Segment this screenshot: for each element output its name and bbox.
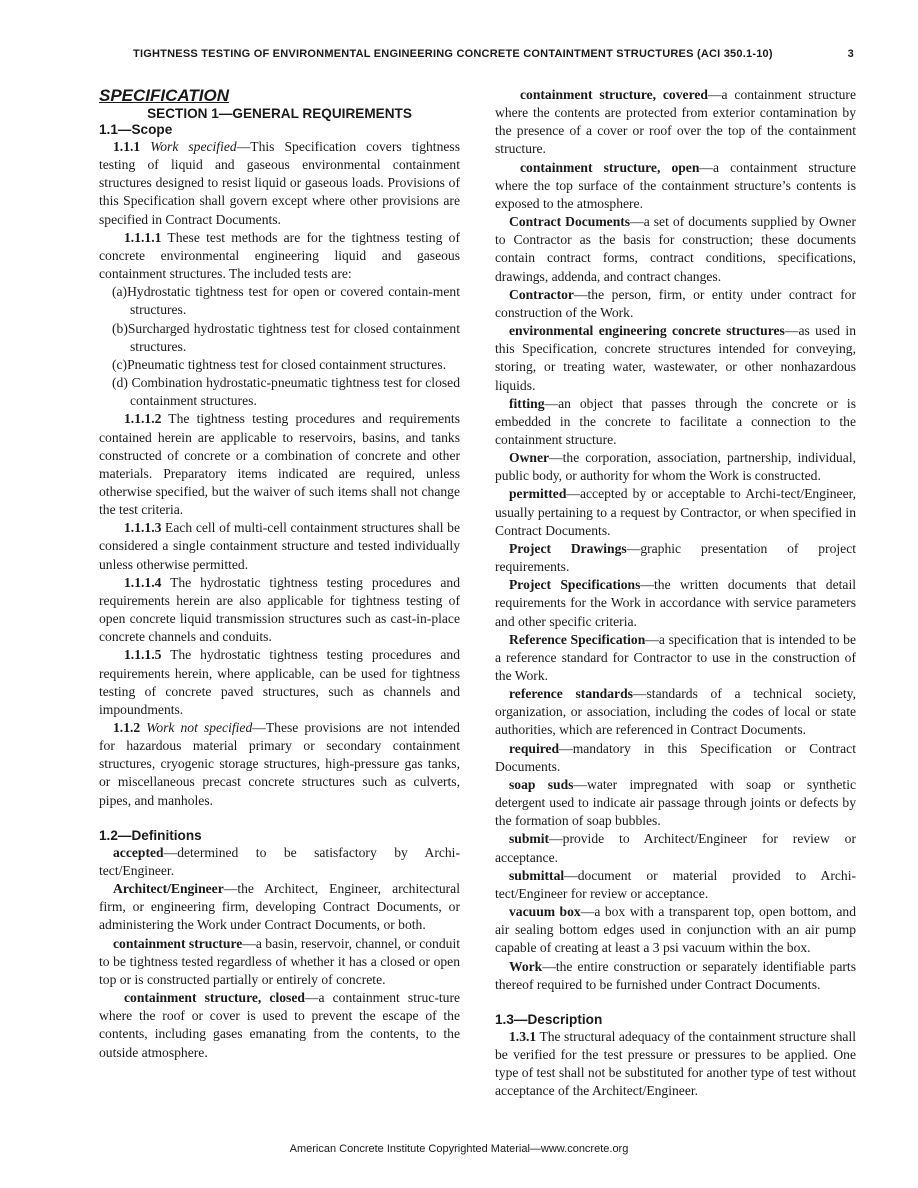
definition-item: submit—provide to Architect/Engineer for review or acceptance. (495, 831, 856, 865)
definition-item: Contractor—the person, firm, or entity under contract for construction of the Work. (495, 286, 856, 320)
list-item: (b)Surcharged hydrostatic tightness test for closed containment structures. (112, 320, 460, 354)
definition-item: reference standards—standards of a technical society, organization, or association, including the codes of local or state authorities, which are referenced in Contract Documents. (495, 686, 856, 738)
definition-item: soap suds—water impregnated with soap or synthetic detergent used to indicate air passage through joints or defects by the formation of soap bubbles. (495, 776, 856, 829)
paragraph-1-1-1-4: 1.1.1.4 The hydrostatic tightness testing procedures and requirements herein are also applicable for tightness testing of open concrete liquid transmission structures such as cast-in-place concrete channels and conduits. (99, 574, 460, 645)
definition-item: Architect/Engineer—the Architect, Engineer, architectural firm, or engineering firm, developing Contract Documents, or administering the Work under Contract Documents, or both. (99, 881, 460, 933)
definition-item: required—mandatory in this Specification or Contract Documents. (495, 740, 856, 774)
definition-item: submittal—document or material provided to Archi-tect/Engineer for review or acceptance. (495, 867, 856, 901)
scope-heading: 1.1—Scope (99, 122, 173, 137)
running-title: TIGHTNESS TESTING OF ENVIRONMENTAL ENGINEERING CONCRETE CONTAINTMENT STRUCTURES (ACI 350.1-10) (133, 48, 773, 60)
paragraph-1-1-1-3: 1.1.1.3 Each cell of multi-cell containment structures shall be considered a single containment structure and tested individually unless otherwise permitted. (99, 520, 460, 572)
paragraph-1-1-1-5: 1.1.1.5 The hydrostatic tightness testing procedures and requirements herein, where applicable, can be used for tightness testing of concrete paved structures, such as channels and impoundments. (99, 647, 460, 717)
paragraph-1-3-1: 1.3.1 The structural adequacy of the containment structure shall be verified for the test pressure or pressures to be applied. One type of test shall not be substituted for another type of test without acceptance of the Architect/Engineer. (495, 1028, 857, 1099)
definition-item: fitting—an object that passes through the concrete or is embedded in the concrete to facilitate a connection to the containment structure. (495, 395, 856, 447)
description-heading: 1.3—Description (495, 1011, 603, 1027)
definition-item: Project Specifications—the written documents that detail requirements for the Work in accordance with service parameters and other specific criteria. (495, 577, 856, 629)
definition-item: Reference Specification—a specification that is intended to be a reference standard for Contractor to use in the construction of the Work. (495, 631, 856, 683)
running-header (0, 48, 918, 60)
copyright-footer: American Concrete Institute Copyrighted Material—www.concrete.org (289, 1143, 629, 1155)
section-title: SECTION 1—GENERAL REQUIREMENTS (147, 106, 412, 121)
definition-item: permitted—accepted by or acceptable to Archi-tect/Engineer, usually pertaining to a request by Contractor, or when specified in Contract Documents. (495, 486, 856, 538)
paragraph-1-1-1-1: 1.1.1.1 These test methods are for the tightness testing of concrete environmental engineering liquid and gaseous containment structures. The included tests are: (99, 229, 460, 282)
definition-item: containment structure, open—a containment structure where the top surface of the containment structure’s contents is exposed to the atmosphere. (495, 159, 856, 211)
definition-item: environmental engineering concrete structures—as used in this Specification, concrete structures intended for conveying, storing, or treating water, wastewater, or other nonhazardous liquids. (495, 323, 856, 393)
definitions-heading: 1.2—Definitions (99, 827, 202, 843)
list-item: (d) Combination hydrostatic-pneumatic tightness test for closed containment structures. (112, 375, 460, 409)
specification-title: SPECIFICATION (99, 86, 230, 105)
definition-item: Project Drawings—graphic presentation of project requirements. (495, 540, 857, 575)
list-item: (c)Pneumatic tightness test for closed containment structures. (112, 356, 447, 372)
definition-item: vacuum box—a box with a transparent top, open bottom, and air sealing bottom edges used in conjunction with an air pump capable of creating at least a 3 psi vacuum within the box. (495, 904, 856, 956)
definition-item: Contract Documents—a set of documents supplied by Owner to Contractor as the basis for construction; these documents contain contract forms, contract conditions, specifications, drawings, addenda, and contract changes. (495, 214, 856, 284)
paragraph-1-1-2: 1.1.2 Work not specified—These provisions are not intended for hazardous material primary or secondary containment structures, cryogenic storage structures, high-pressure gas tanks, or miscellaneous precast concrete structures such as culverts, pipes, and manholes. (99, 720, 460, 808)
paragraph-1-1-1: 1.1.1 Work specified—This Specification covers tightness testing of liquid and gaseous environmental containment structures designed to resist liquid or gaseous loads. Provisions of this Specification shall govern except where other provisions are specified in Contract Documents. (99, 139, 460, 227)
definition-item: Owner—the corporation, association, partnership, individual, public body, or authority for whom the Work is constructed. (495, 450, 856, 484)
paragraph-1-1-1-2: 1.1.1.2 The tightness testing procedures and requirements contained herein are applicable to reservoirs, basins, and tanks constructed of concrete or a combination of concrete and other materials. Preparatory items indicated are required, unless otherwise specified, but the waiver of such items shall not change the test criteria. (99, 411, 460, 518)
left-column (99, 86, 460, 1062)
page-number: 3 (847, 48, 854, 60)
definition-item: containment structure, covered—a containment structure where the contents are protected from exterior contamination by the presence of a cover or roof over the top of the containment structure. (495, 87, 856, 157)
list-item: (a)Hydrostatic tightness test for open or covered contain-ment structures. (112, 284, 460, 318)
right-column (495, 86, 856, 1100)
definition-item: containment structure, closed—a containment struc-ture where the roof or cover is used to prevent the escape of the contents, including gases emanating from the contents, to the outside atmosphere. (99, 990, 460, 1060)
definition-item: Work—the entire construction or separately identifiable parts thereof required to be furnished under Contract Documents. (495, 958, 856, 992)
definition-item: containment structure—a basin, reservoir, channel, or conduit to be tightness tested regardless of whether it has a closed or open top or is constructed partially or entirely of concrete. (99, 935, 460, 987)
definition-item: accepted—determined to be satisfactory by Archi-tect/Engineer. (99, 844, 460, 878)
